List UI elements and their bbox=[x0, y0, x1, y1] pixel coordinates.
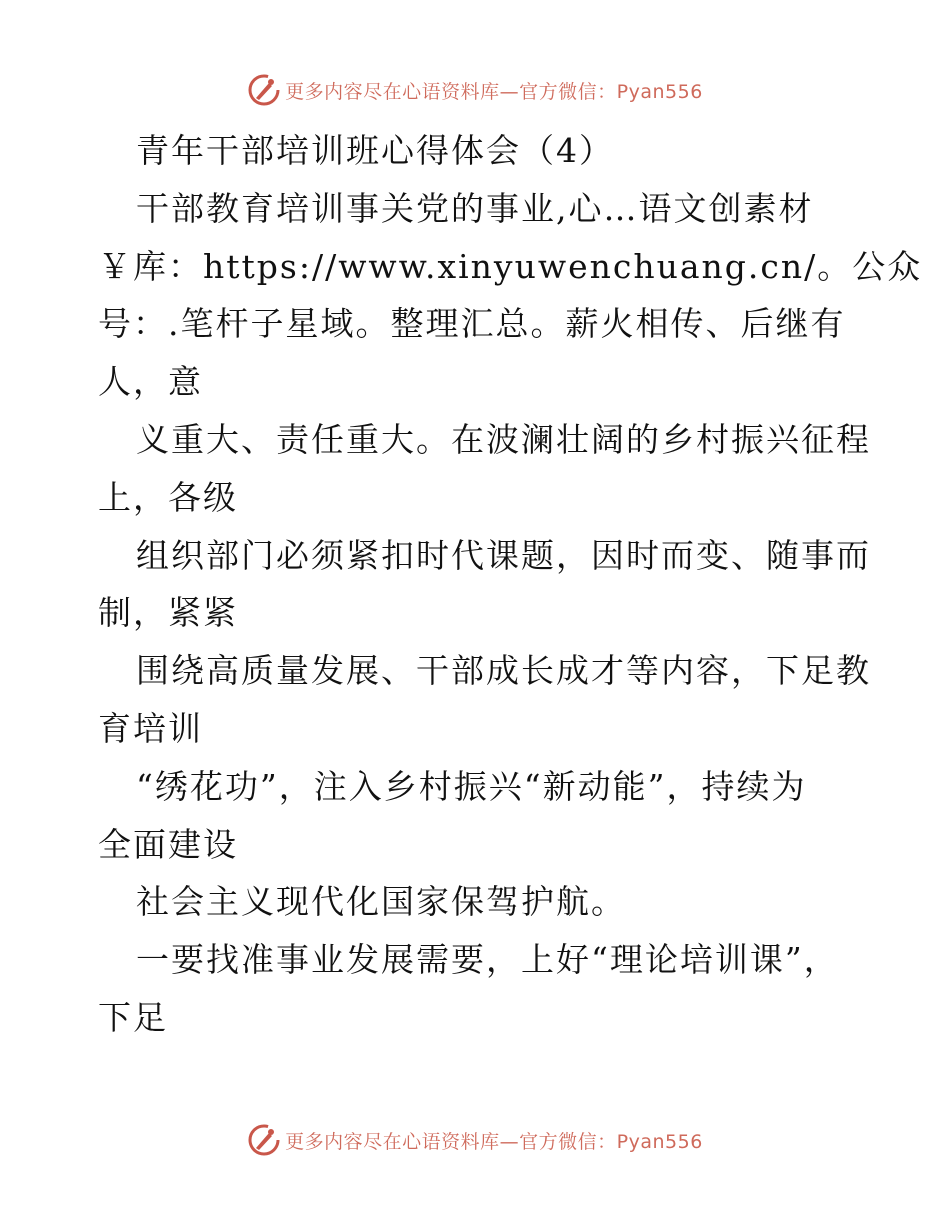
paragraph-line: 义重大、责任重大。在波澜壮阔的乡村振兴征程 bbox=[136, 419, 871, 459]
paragraph-line: 干部教育培训事关党的事业,心…语文创素材 bbox=[136, 188, 814, 228]
paragraph-line: ￥库：https://www.xinyuwenchuang.cn/。公众 bbox=[98, 246, 923, 286]
paragraph-line: 组织部门必须紧扣时代课题，因时而变、随事而 bbox=[136, 535, 871, 575]
paragraph-line: 育培训 bbox=[98, 708, 203, 748]
document-body bbox=[98, 122, 923, 1047]
paragraph-line: 社会主义现代化国家保驾护航。 bbox=[136, 882, 626, 922]
paragraph-line: 制，紧紧 bbox=[98, 593, 238, 633]
header-watermark-banner bbox=[0, 70, 950, 110]
footer-watermark-banner bbox=[0, 1120, 950, 1160]
brand-logo-icon bbox=[247, 1123, 281, 1157]
paragraph-line: 下足 bbox=[98, 997, 168, 1037]
brand-logo-icon bbox=[247, 73, 281, 107]
paragraph-line: 一要找准事业发展需要，上好“理论培训课”， bbox=[136, 940, 839, 980]
paragraph-line: 号：.笔杆子星域。整理汇总。薪火相传、后继有 bbox=[98, 304, 846, 344]
header-banner-text: 更多内容尽在心语资料库—官方微信：Pyan556 bbox=[285, 80, 703, 103]
paragraph-line: 围绕高质量发展、干部成长成才等内容，下足教 bbox=[136, 651, 871, 691]
paragraph-line: 上，各级 bbox=[98, 477, 238, 517]
paragraph-line: 全面建设 bbox=[98, 824, 238, 864]
paragraph-line: “绣花功”，注入乡村振兴“新动能”，持续为 bbox=[136, 766, 807, 806]
paragraph-line: 人，意 bbox=[98, 362, 203, 402]
footer-banner-text: 更多内容尽在心语资料库—官方微信：Pyan556 bbox=[285, 1130, 703, 1153]
document-title: 青年干部培训班心得体会（4） bbox=[136, 131, 614, 170]
